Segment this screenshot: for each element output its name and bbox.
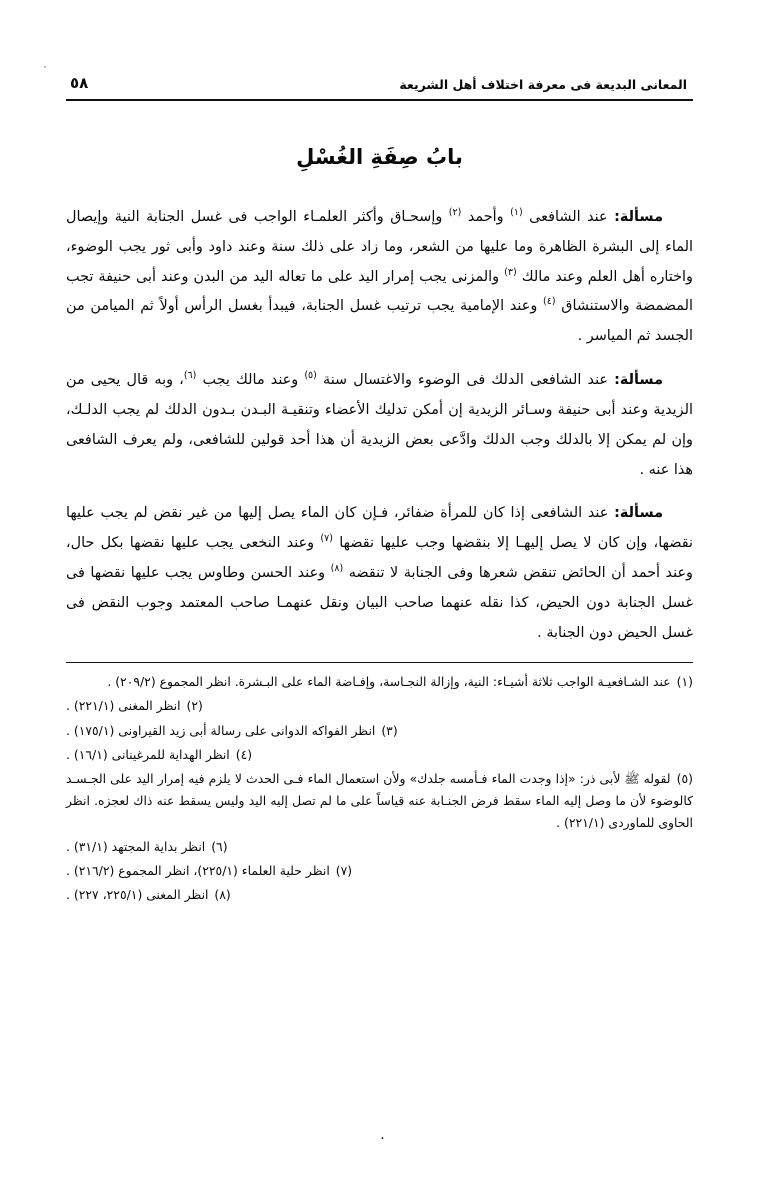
body-text xyxy=(66,203,693,648)
paragraph-1-lead: مسألة: xyxy=(614,209,663,225)
running-head xyxy=(66,74,693,92)
chapter-title: بابُ صِفَةِ الغُسْلِ xyxy=(296,145,463,169)
footnote-8-number: (٨) xyxy=(214,887,231,903)
footnote-2 xyxy=(66,695,693,717)
footnote-6 xyxy=(66,836,693,858)
paragraph-2-text: عند الشافعى الدلك فى الوضوء والاغتسال سنة $^{(٥)}$ وعند مالك يجب $^{(٦)}$، وبه قال يحيى من الزيدية وعند أبى حنيفة وسـائر الزيدية إن أمكن تدليك الأعضاء وتنقيـة البـدن بـدون الدلك لم يجب الدلـك، وإن لم يمكن إلا بالدلك وجب الدلك وادَّعى بعض الزيدية أن هذا أحد قولين للشافعى، ولم يعرف الشافعى هذا عنه . xyxy=(66,370,693,478)
footnote-6-number: (٦) xyxy=(211,838,228,854)
page-footer-dot: . xyxy=(380,1127,385,1143)
footnote-4 xyxy=(66,744,693,766)
footnote-1-number: (١) xyxy=(676,674,693,690)
footnote-5-number: (٥) xyxy=(676,770,693,786)
footnote-3-number: (٣) xyxy=(381,722,398,738)
footnote-8-text: انظر المغنى (٢٢٥/١، ٢٢٧) . xyxy=(66,887,209,903)
header-rule xyxy=(66,99,693,101)
page-number: ٥٨ xyxy=(70,74,89,92)
footnote-1-text: عند الشـافعيـة الواجب ثلاثة أشيـاء: النية، وإزالة النجـاسة، وإفـاضة الماء على البـشرة. انظر المجموع (٢٠٩/٢) . xyxy=(107,674,671,690)
footnote-4-text: انظر الهداية للمرغينانى (١٦/١) . xyxy=(66,746,230,762)
paragraph-3-lead: مسألة: xyxy=(614,505,663,522)
footnote-5-text: لقوله ﷺ لأبى ذر: «إذا وجدت الماء فـأمسه جلدك» ولأن استعمال الماء فـى الحدث لا يلزم فيه إمرار اليد على الجـسـد كالوضوء لأن ما وصل إليه الماء سقط فرض الجنـابة عنه قياساً على ما لم تصل إليه اليد وليس يسقط عنه ذاك لعجزه. انظر الحاوى للماوردى (٢٢١/١) . xyxy=(66,770,693,830)
footnote-2-number: (٢) xyxy=(186,698,203,714)
book-title: المعانى البديعة فى معرفة اختلاف أهل الشريعة xyxy=(399,77,687,92)
footnote-2-text: انظر المغنى (٢٢١/١) . xyxy=(66,698,181,714)
paragraph-2-lead: مسألة: xyxy=(614,372,663,389)
paragraph-2 xyxy=(66,366,693,485)
footnote-4-number: (٤) xyxy=(235,746,253,762)
footnote-separator xyxy=(66,662,693,663)
footnotes-block xyxy=(66,671,693,906)
footnote-7-text: انظر حلية العلماء (٢٢٥/١)، انظر المجموع (٢١٦/٢) . xyxy=(66,863,330,878)
footnote-1 xyxy=(66,671,693,693)
paragraph-3-text: عند الشافعى إذا كان للمرأة ضفائر، فـإن كان الماء يصل إليها من غير نقض لم يجب عليها نقضها، وإن كان لا يصل إليهـا إلا بنقضها وجب عليها نقضها $^{(٧)}$ وعند النخعى يجب عليها نقضها بكل حال، وعند أحمد أن الحائض تنقض شعرها وفى الجنابة لا تنقضه $^{(٨)}$ وعند الحسن وطاوس يجب عليها نقضها فى غسل الجنابة دون الحيض، كذا نقله عنهما صاحب البيان ونقل عنهمـا صاحب المعتمد وجوب النقض فى غسل الحيض دون الجنابة . xyxy=(66,505,693,641)
footnote-3 xyxy=(66,720,693,742)
footnote-7-number: (٧) xyxy=(335,863,353,878)
footnote-7 xyxy=(66,860,693,882)
footnote-5 xyxy=(66,768,693,834)
footnote-8 xyxy=(66,884,693,906)
footnote-3-text: انظر الفواكه الدوانى على رسالة أبى زيد القيراونى (١٧٥/١) . xyxy=(66,722,376,738)
paragraph-1 xyxy=(66,203,693,352)
corner-mark: ٠ xyxy=(42,60,48,73)
paragraph-1-text: عند الشافعى $^{(١)}$ وأحمد $^{(٢)}$ وإسحـاق وأكثر العلمـاء الواجب فى غسل الجنابة النية وإيصال الماء إلى البشرة الظاهرة وما عليها من الشعر، وما زاد على ذلك سنة وعند داود وأبى ثور يجب الوضوء، واختاره أهل العلم وعند مالك $^{(٣)}$ والمزنى يجب إمرار اليد على ما تعاله اليد من البدن وعند أبى حنيفة تجب المضمضة والاستنشاق $^{(٤)}$ وعند الإمامية يجب ترتيب غسل الجنابة، فيبدأ بغسل الرأس أولاً ثم الميامن من الجسد ثم المياسر . xyxy=(66,207,693,345)
paragraph-3 xyxy=(66,499,693,648)
footnote-6-text: انظر بداية المجتهد (٣١/١) . xyxy=(66,838,206,854)
